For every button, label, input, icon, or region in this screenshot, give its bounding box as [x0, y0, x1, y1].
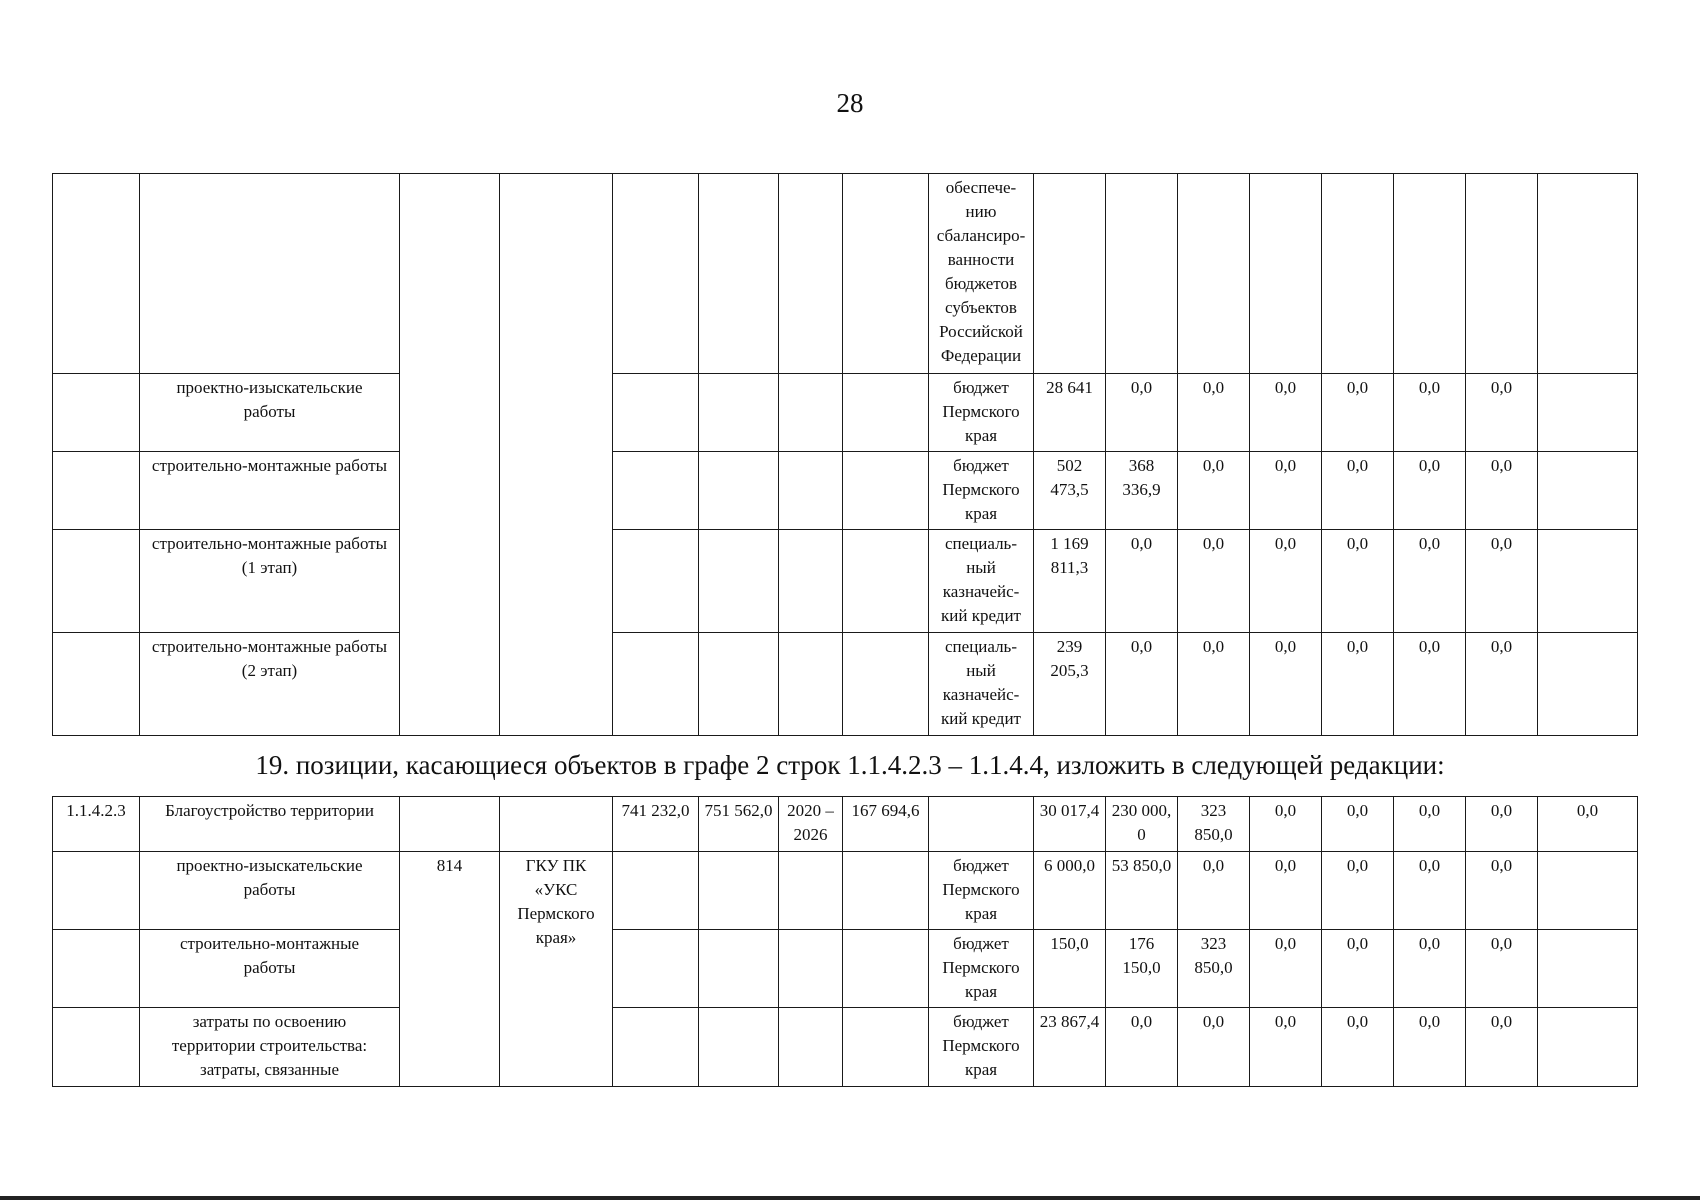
value-cell: 0,0 — [1394, 530, 1466, 633]
value-cell: 0,0 — [1394, 1008, 1466, 1087]
value-cell — [1106, 174, 1178, 374]
spent-cell: 167 694,6 — [843, 797, 929, 852]
table-row — [53, 852, 1638, 930]
table-row — [53, 452, 1638, 530]
value-cell: 6 000,0 — [1034, 852, 1106, 930]
value-cell: 0,0 — [1178, 530, 1250, 633]
table-row — [53, 174, 1638, 374]
value-cell: 0,0 — [1250, 452, 1322, 530]
grbs-cell — [400, 174, 500, 736]
value-cell — [1538, 852, 1638, 930]
funding-source-cell: бюджет Пермского края — [929, 852, 1034, 930]
value-cell: 0,0 — [1250, 374, 1322, 452]
funding-source-cell: бюджет Пермского края — [929, 452, 1034, 530]
value-cell: 239 205,3 — [1034, 633, 1106, 736]
value-cell: 0,0 — [1322, 633, 1394, 736]
work-type-label: строительно-монтажные работы — [140, 930, 400, 1008]
name-cell — [140, 174, 400, 374]
value-cell — [1466, 174, 1538, 374]
value-cell: 0,0 — [1394, 633, 1466, 736]
work-type-label: строительно-монтажные работы — [140, 452, 400, 530]
value-cell: 0,0 — [1250, 633, 1322, 736]
table-row — [53, 930, 1638, 1008]
value-cell: 0,0 — [1394, 852, 1466, 930]
section-heading: 19. позиции, касающиеся объектов в графе 2 строк 1.1.4.2.3 – 1.1.4.4, изложить в следующей редакции: — [255, 750, 1445, 780]
value-cell: 0,0 — [1250, 797, 1322, 852]
table-row — [53, 633, 1638, 736]
funding-source-cell: бюджет Пермского края — [929, 374, 1034, 452]
value-cell — [1538, 1008, 1638, 1087]
value-cell: 0,0 — [1250, 930, 1322, 1008]
value-cell: 0,0 — [1250, 530, 1322, 633]
value-cell — [1250, 174, 1322, 374]
funding-source-cell: обеспече- нию сбалансиро- ванности бюджетов субъектов Российской Федерации — [929, 174, 1034, 374]
value-cell: 1 169 811,3 — [1034, 530, 1106, 633]
value-cell — [1538, 374, 1638, 452]
work-type-label: затраты по освоению территории строительства: затраты, связанные — [140, 1008, 400, 1087]
customer-cell — [500, 797, 613, 852]
table-row — [53, 530, 1638, 633]
value-cell — [1538, 930, 1638, 1008]
work-type-label: строительно-монтажные работы (2 этап) — [140, 633, 400, 736]
value-cell: 0,0 — [1322, 530, 1394, 633]
value-cell: 0,0 — [1178, 852, 1250, 930]
value-cell — [1538, 530, 1638, 633]
value-cell: 28 641 — [1034, 374, 1106, 452]
value-cell: 0,0 — [1466, 1008, 1538, 1087]
value-cell — [1394, 174, 1466, 374]
value-cell: 0,0 — [1394, 797, 1466, 852]
scan-bottom-edge — [0, 1196, 1700, 1200]
value-cell: 176 150,0 — [1106, 930, 1178, 1008]
bottom-table-fragment — [52, 796, 1638, 1087]
value-cell: 0,0 — [1106, 374, 1178, 452]
table-row — [53, 1008, 1638, 1087]
value-cell: 0,0 — [1106, 1008, 1178, 1087]
value-cell: 23 867,4 — [1034, 1008, 1106, 1087]
value-cell: 0,0 — [1178, 452, 1250, 530]
value-cell: 0,0 — [1106, 530, 1178, 633]
value-cell: 0,0 — [1322, 452, 1394, 530]
value-cell — [1538, 452, 1638, 530]
value-cell: 0,0 — [1466, 374, 1538, 452]
top-table-fragment — [52, 173, 1638, 736]
name-cell: Благоустройство территории — [140, 797, 400, 852]
funding-source-cell: бюджет Пермского края — [929, 930, 1034, 1008]
work-type-label: строительно-монтажные работы (1 этап) — [140, 530, 400, 633]
value-cell: 0,0 — [1250, 1008, 1322, 1087]
value-cell: 230 000, 0 — [1106, 797, 1178, 852]
code-cell: 1.1.4.2.3 — [53, 797, 140, 852]
code-cell — [53, 174, 140, 374]
value-cell: 0,0 — [1250, 852, 1322, 930]
funding-source-cell: специаль- ный казначейс- кий кредит — [929, 633, 1034, 736]
value-cell: 0,0 — [1466, 633, 1538, 736]
grbs-cell — [400, 797, 500, 852]
value-cell: 502 473,5 — [1034, 452, 1106, 530]
value-cell: 0,0 — [1394, 452, 1466, 530]
value-cell: 323 850,0 — [1178, 797, 1250, 852]
period-cell: 2020 – 2026 — [779, 797, 843, 852]
value-cell: 53 850,0 — [1106, 852, 1178, 930]
value-cell: 0,0 — [1466, 797, 1538, 852]
table-row — [53, 797, 1638, 852]
value-cell: 0,0 — [1178, 1008, 1250, 1087]
funding-source-cell: специаль- ный казначейс- кий кредит — [929, 530, 1034, 633]
value-cell: 0,0 — [1466, 452, 1538, 530]
value-cell — [1538, 633, 1638, 736]
value-cell: 0,0 — [1106, 633, 1178, 736]
value-cell: 0,0 — [1322, 1008, 1394, 1087]
value-cell: 0,0 — [1322, 797, 1394, 852]
value-cell: 0,0 — [1466, 930, 1538, 1008]
work-type-label: проектно-изыскательские работы — [140, 852, 400, 930]
value-cell: 368 336,9 — [1106, 452, 1178, 530]
value-cell: 0,0 — [1322, 930, 1394, 1008]
customer-cell: ГКУ ПК «УКС Пермского края» — [500, 852, 613, 1087]
value-cell: 0,0 — [1322, 374, 1394, 452]
value-cell: 0,0 — [1394, 930, 1466, 1008]
value-cell: 30 017,4 — [1034, 797, 1106, 852]
page-number: 28 — [836, 88, 864, 118]
value-cell — [1538, 174, 1638, 374]
grbs-cell: 814 — [400, 852, 500, 1087]
value-cell: 150,0 — [1034, 930, 1106, 1008]
value-cell: 323 850,0 — [1178, 930, 1250, 1008]
value-cell — [1178, 174, 1250, 374]
cost-estimate-cell: 741 232,0 — [613, 797, 699, 852]
customer-cell — [500, 174, 613, 736]
cost-current-cell: 751 562,0 — [699, 797, 779, 852]
value-cell: 0,0 — [1322, 852, 1394, 930]
table-row — [53, 374, 1638, 452]
value-cell: 0,0 — [1178, 374, 1250, 452]
funding-source-cell — [929, 797, 1034, 852]
value-cell: 0,0 — [1466, 530, 1538, 633]
work-type-label: проектно-изыскательские работы — [140, 374, 400, 452]
value-cell — [1034, 174, 1106, 374]
value-cell: 0,0 — [1394, 374, 1466, 452]
funding-source-cell: бюджет Пермского края — [929, 1008, 1034, 1087]
value-cell — [1322, 174, 1394, 374]
value-cell: 0,0 — [1538, 797, 1638, 852]
value-cell: 0,0 — [1466, 852, 1538, 930]
value-cell: 0,0 — [1178, 633, 1250, 736]
